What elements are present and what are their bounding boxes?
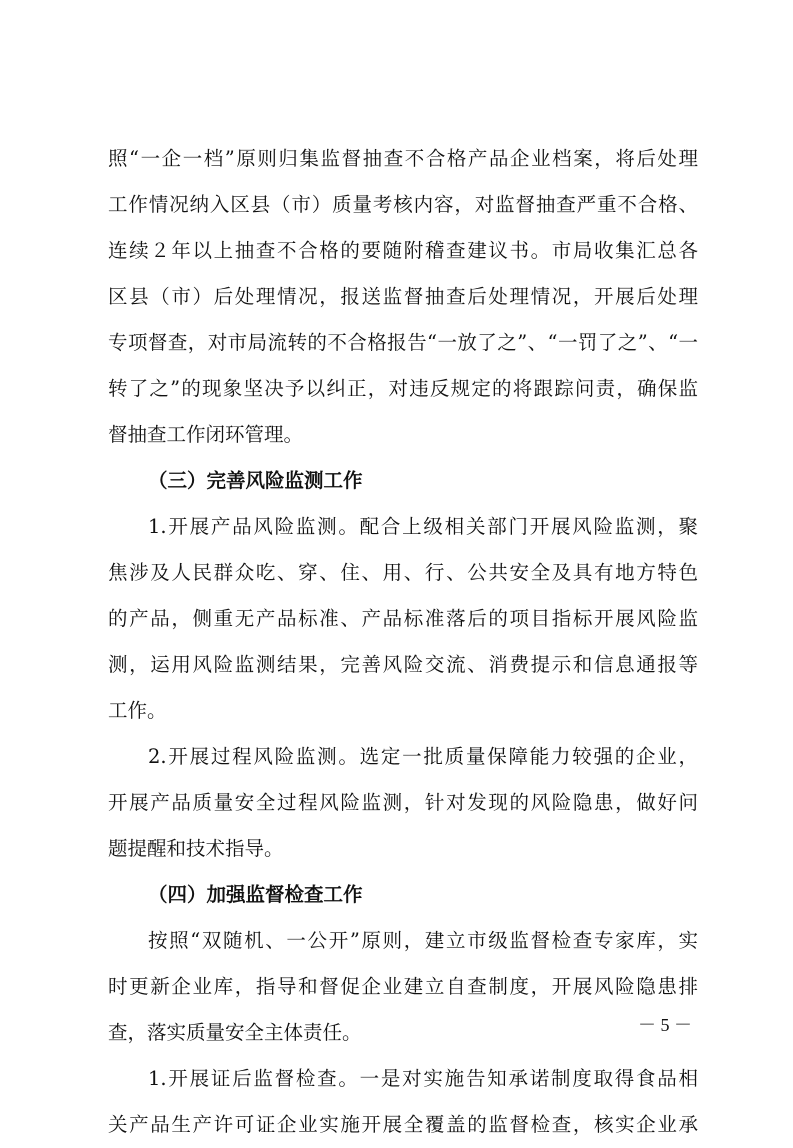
text-line: 照“一企一档”原则归集监督抽查不合格产品企业档案，将后处理	[108, 147, 698, 170]
page-number: － 5 －	[638, 1015, 692, 1035]
text-line: 2.开展过程风险监测。选定一批质量保障能力较强的企业，	[148, 745, 698, 768]
text-line: 工作情况纳入区县（市）质量考核内容，对监督抽查严重不合格、	[108, 193, 698, 216]
text-line: 按照“双随机、一公开”原则，建立市级监督检查专家库，实	[148, 929, 698, 952]
text-line: 转了之”的现象坚决予以纠正，对违反规定的将跟踪问责，确保监	[108, 377, 698, 400]
text-line: 区县（市）后处理情况，报送监督抽查后处理情况，开展后处理	[108, 285, 698, 308]
text-line: 专项督查，对市局流转的不合格报告“一放了之”、“一罚了之”、“一	[108, 331, 698, 354]
body-text	[108, 136, 698, 1148]
text-line: 题提醒和技术指导。	[108, 837, 284, 860]
text-line: 关产品生产许可证企业实施开展全覆盖的监督检查，核实企业承	[108, 1113, 698, 1136]
text-line: 1.开展证后监督检查。一是对实施告知承诺制度取得食品相	[148, 1067, 698, 1090]
text-line: 连续２年以上抽查不合格的要随附稽查建议书。市局收集汇总各	[108, 239, 698, 262]
text-line: 开展产品质量安全过程风险监测，针对发现的风险隐患，做好问	[108, 791, 698, 814]
section-heading: （三）完善风险监测工作	[148, 469, 363, 492]
text-line: 工作。	[108, 699, 167, 722]
text-line: 测，运用风险监测结果，完善风险交流、消费提示和信息通报等	[108, 653, 698, 676]
text-line: 督抽查工作闭环管理。	[108, 423, 304, 446]
text-line: 查，落实质量安全主体责任。	[108, 1021, 362, 1044]
text-line: 焦涉及人民群众吃、穿、住、用、行、公共安全及具有地方特色	[108, 561, 698, 584]
section-heading: （四）加强监督检查工作	[148, 883, 363, 906]
text-line: 的产品，侧重无产品标准、产品标准落后的项目指标开展风险监	[108, 607, 698, 630]
text-line: 时更新企业库，指导和督促企业建立自查制度，开展风险隐患排	[108, 975, 698, 998]
text-line: 1.开展产品风险监测。配合上级相关部门开展风险监测，聚	[148, 515, 698, 538]
